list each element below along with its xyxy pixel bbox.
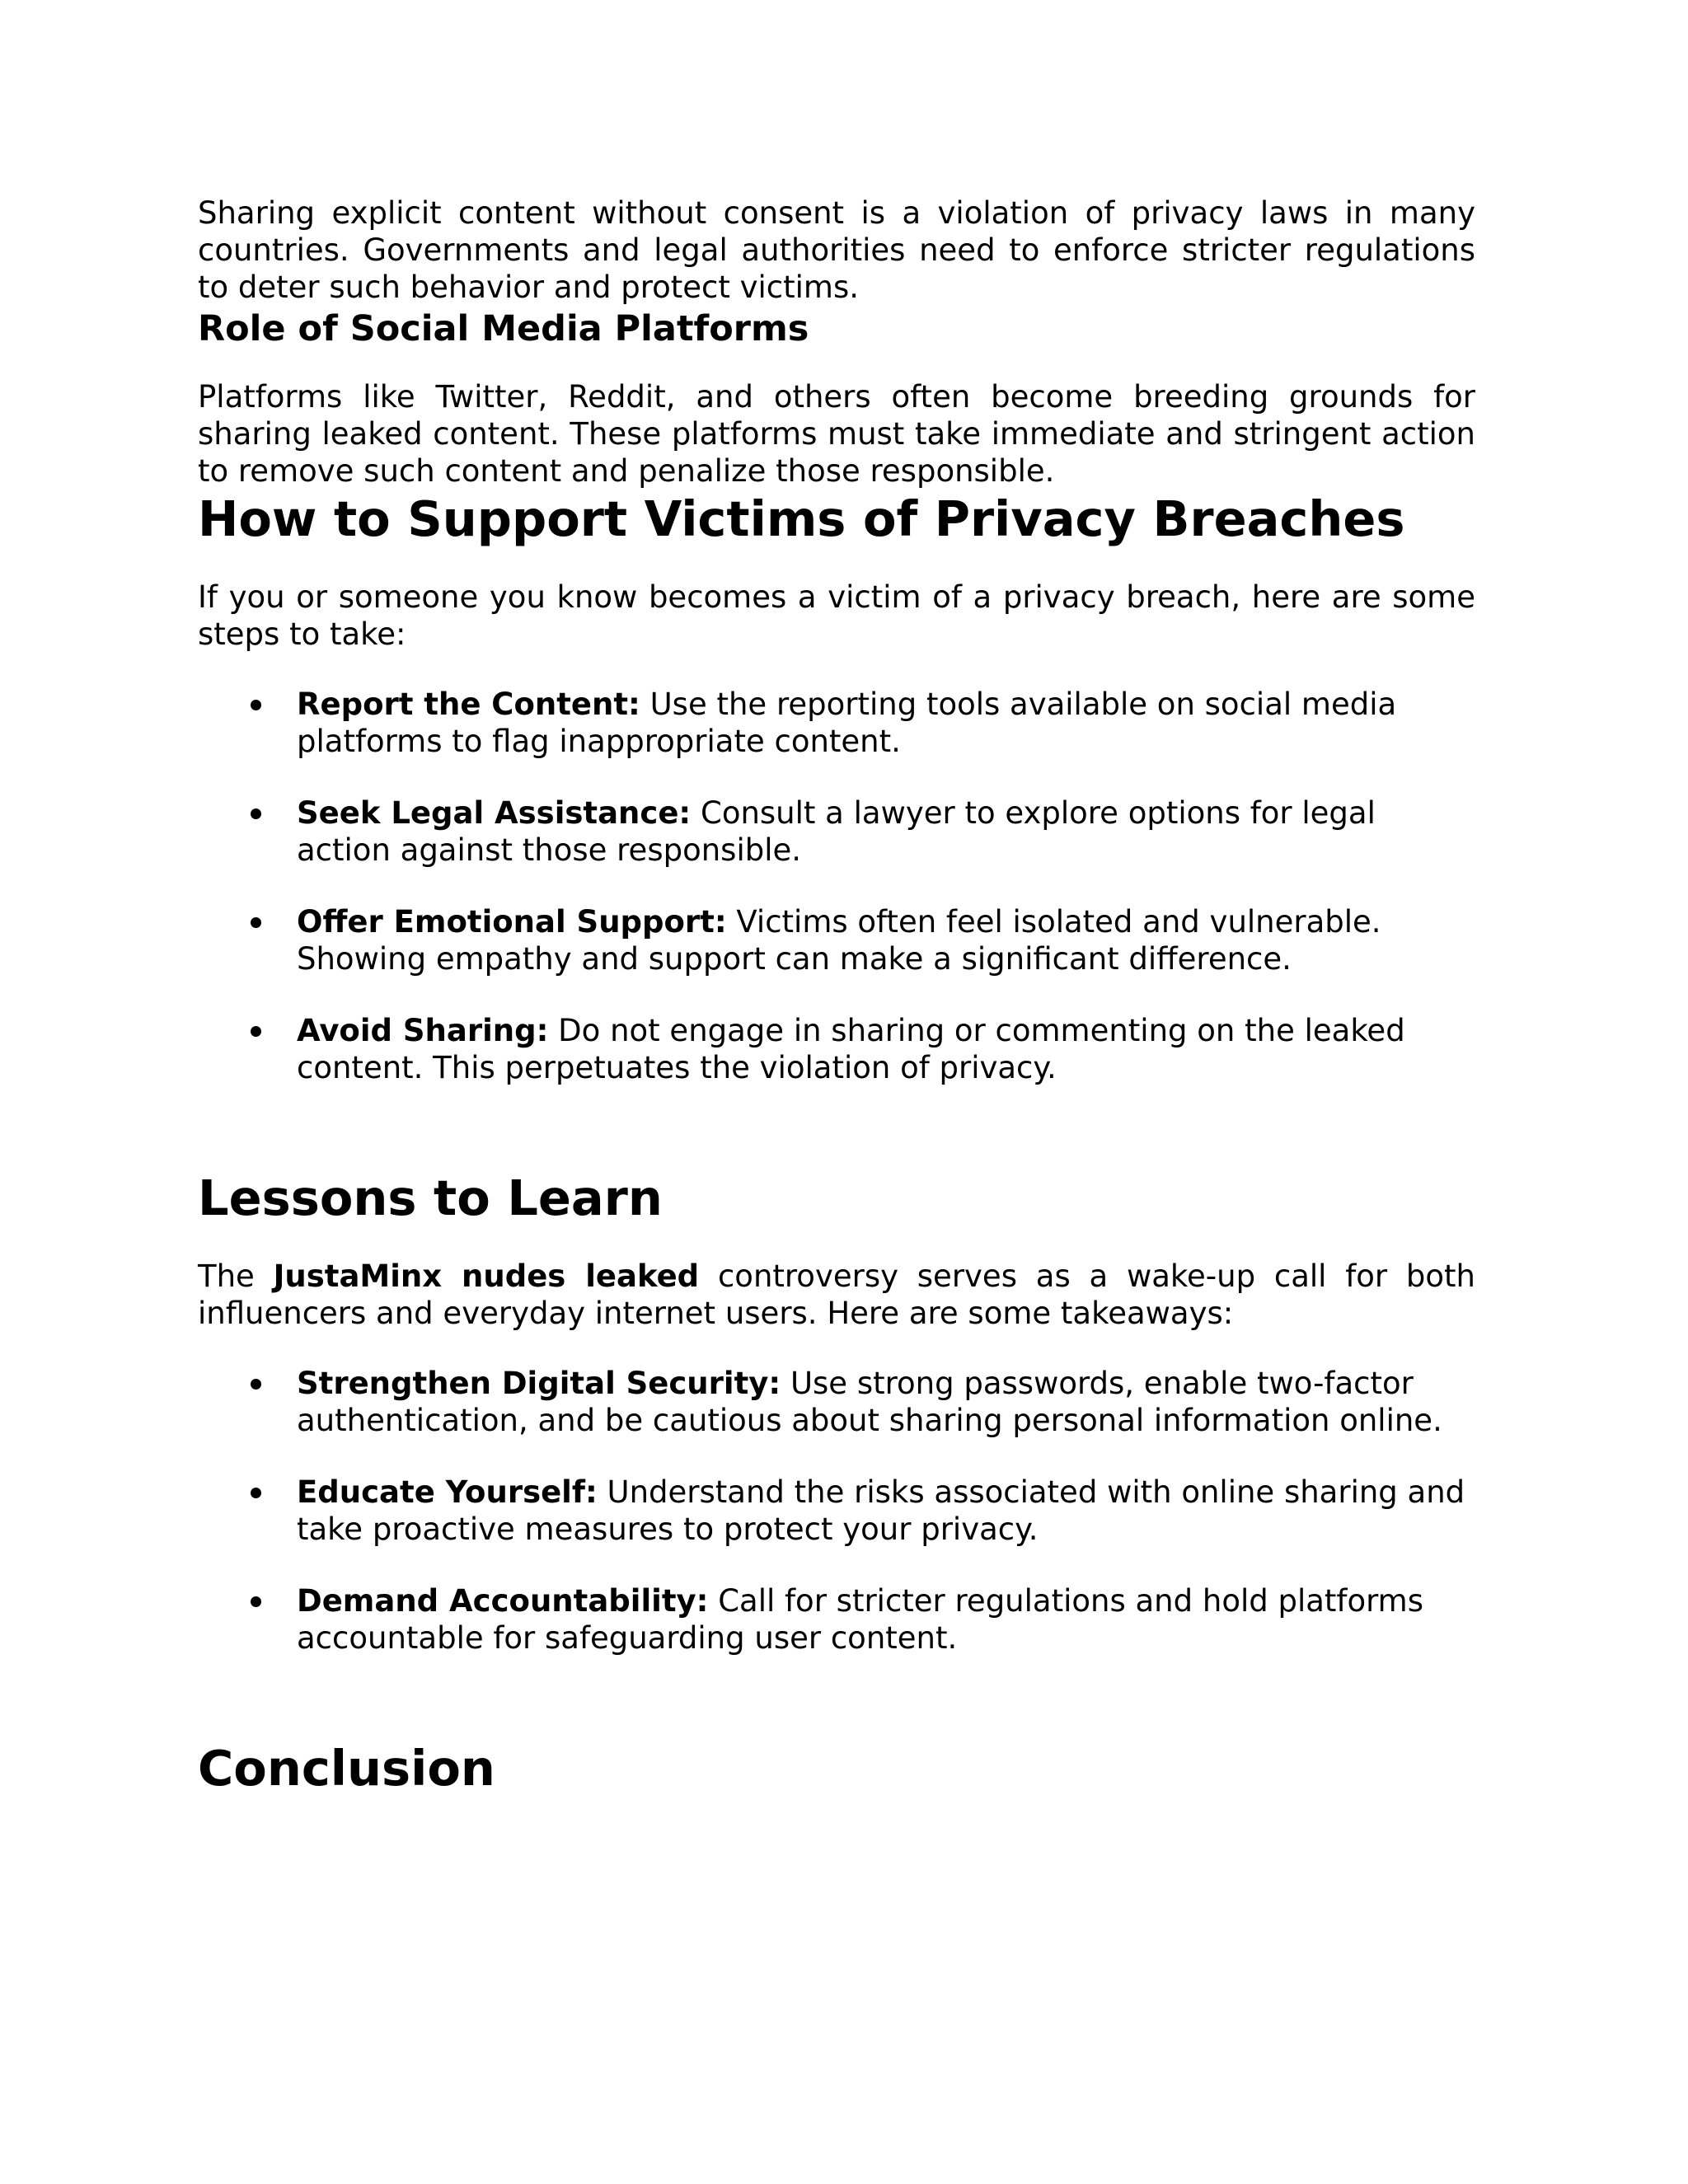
lessons-paragraph: [198, 1258, 1475, 1332]
list-item-label: Strengthen Digital Security:: [297, 1366, 781, 1401]
lessons-paragraph-prefix: The: [198, 1258, 274, 1294]
lessons-paragraph-bold: JustaMinx nudes leaked: [273, 1258, 700, 1294]
lessons-paragraph-suffix: controversy serves as a wake-up call for both influencers and everyday internet users. Here are some takeaways:: [198, 1258, 1475, 1331]
list-item-text: Understand the risks associated with online sharing and take proactive measures to protect your privacy.: [297, 1474, 1465, 1547]
list-item-text: Call for stricter regulations and hold platforms accountable for safeguarding user content.: [297, 1583, 1423, 1656]
support-heading: How to Support Victims of Privacy Breaches: [198, 490, 1405, 547]
list-item: [198, 1474, 1475, 1548]
social-media-paragraph: Platforms like Twitter, Reddit, and others often become breeding grounds for sharing leaked content. These platforms must take immediate and stringent action to remove such content and penalize those responsible.: [198, 379, 1475, 489]
bullet-icon: [251, 808, 261, 819]
list-item: [198, 686, 1475, 760]
list-item-text: Do not engage in sharing or commenting on the leaked content. This perpetuates the violation of privacy.: [297, 1013, 1405, 1085]
list-item-label: Avoid Sharing:: [297, 1013, 549, 1048]
support-paragraph: If you or someone you know becomes a victim of a privacy breach, here are some steps to take:: [198, 579, 1475, 652]
bullet-icon: [251, 1596, 261, 1607]
social-media-heading: Role of Social Media Platforms: [198, 308, 809, 349]
bullet-icon: [251, 700, 261, 710]
bullet-icon: [251, 1488, 261, 1498]
list-item-text: Use strong passwords, enable two-factor authentication, and be cautious about sharing personal information online.: [297, 1366, 1442, 1438]
list-item-label: Offer Emotional Support:: [297, 904, 727, 940]
intro-paragraph: Sharing explicit content without consent is a violation of privacy laws in many countries. Governments and legal authorities need to enforce stricter regulations to deter such behavior and protect victims.: [198, 195, 1475, 305]
list-item: [198, 1582, 1475, 1657]
list-item: [198, 903, 1475, 977]
bullet-icon: [251, 1026, 261, 1037]
list-item-label: Demand Accountability:: [297, 1583, 709, 1619]
lessons-heading: Lessons to Learn: [198, 1169, 663, 1226]
list-item-text: Consult a lawyer to explore options for legal action against those responsible.: [297, 795, 1376, 868]
conclusion-heading: Conclusion: [198, 1740, 495, 1797]
support-list: [198, 686, 1475, 1086]
list-item-text: Victims often feel isolated and vulnerable. Showing empathy and support can make a significant difference.: [297, 904, 1381, 977]
list-item: [198, 1365, 1475, 1439]
list-item-text: Use the reporting tools available on social media platforms to flag inappropriate content.: [297, 687, 1397, 759]
lessons-list: [198, 1365, 1475, 1657]
list-item: [198, 794, 1475, 869]
document-page: [198, 194, 1475, 1798]
bullet-icon: [251, 1379, 261, 1390]
list-item-label: Educate Yourself:: [297, 1474, 598, 1510]
bullet-icon: [251, 917, 261, 928]
list-item-label: Report the Content:: [297, 687, 640, 722]
list-item: [198, 1012, 1475, 1086]
list-item-label: Seek Legal Assistance:: [297, 795, 692, 831]
